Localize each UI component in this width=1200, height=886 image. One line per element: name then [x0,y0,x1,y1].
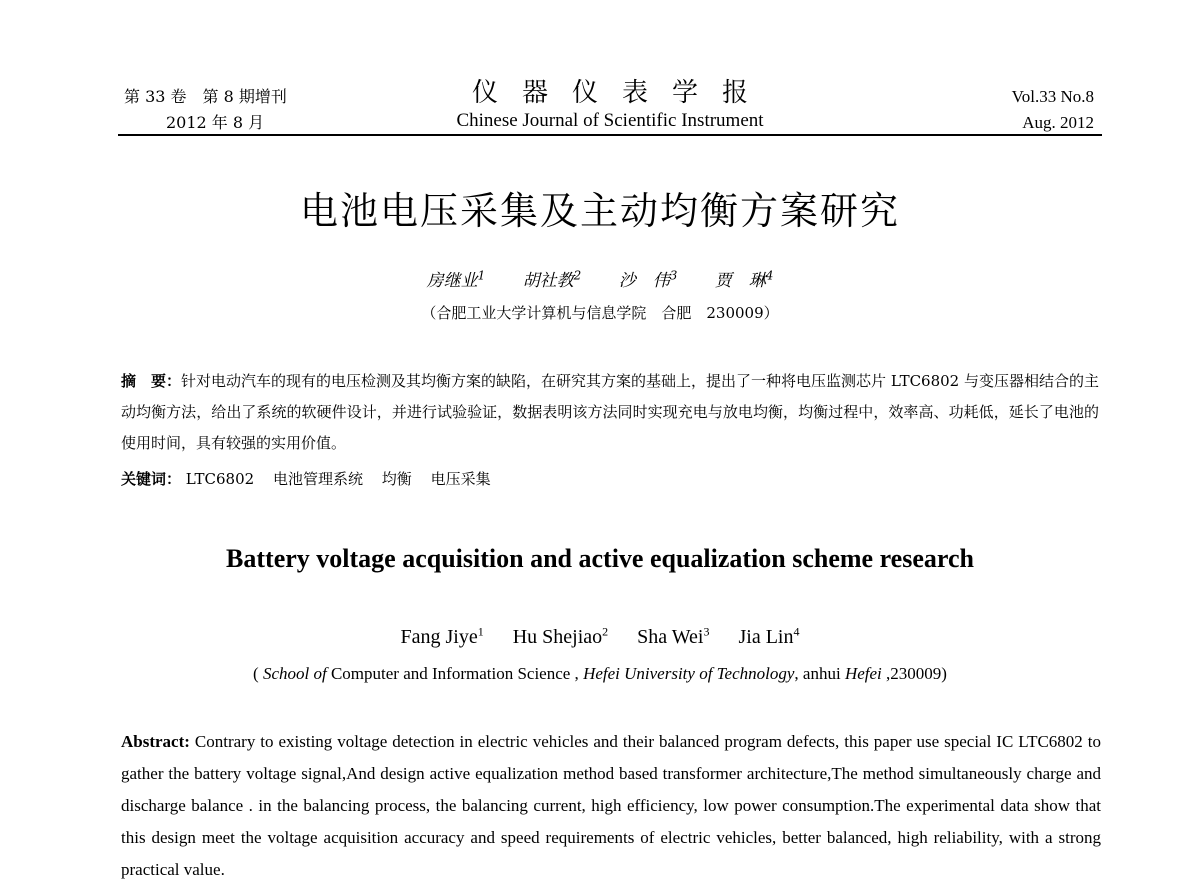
author-cn-2: 胡社教$^2$ [522,268,582,291]
abstract-cn-label: 摘 要： [121,372,182,390]
abstract-en-label: Abstract: [121,732,190,751]
journal-name-cn: 仪器仪表学报 [471,78,772,108]
keyword-cn: 均衡 [381,470,412,488]
keyword-cn: LTC6802 [185,470,255,488]
keywords-cn [121,466,505,492]
journal-name-en: Chinese Journal of Scientific Instrument [456,110,764,131]
volume-en: Vol.33 No.8 [1011,87,1094,106]
author-list-en [0,626,1200,649]
date-en: Aug. 2012 [1022,113,1094,132]
author-en-4: Jia Lin$^4$ [738,624,800,648]
paper-title-cn: 电池电压采集及主动均衡方案研究 [299,189,900,233]
author-en-1: Fang Jiye$^1$ [400,624,484,648]
keyword-cn: 电压采集 [430,470,491,488]
keyword-cn: 电池管理系统 [272,470,363,488]
paper-title-en: Battery voltage acquisition and active equalization scheme research [226,544,974,573]
journal-header [118,78,1102,136]
abstract-en [121,726,1101,886]
author-en-3: Sha Wei$^3$ [637,624,710,648]
keywords-cn-label: 关键词： [121,470,182,488]
volume-cn: 第 33 卷 第 8 期增刊 [124,87,287,106]
header-rule [118,134,1102,136]
author-en-2: Hu Shejiao$^2$ [512,624,609,648]
abstract-en-text: Contrary to existing voltage detection in electric vehicles and their balanced program defects, this paper use special IC LTC6802 to gather the battery voltage signal,And design active equalization method based transformer architecture,The method simultaneously charge and discharge balance . in the balancing process, the balancing current, high efficiency, low power consumption.The experimental data show that this design meet the voltage acquisition accuracy and speed requirements of electric vehicles, better balanced, high reliability, with a strong practical value. [121,732,1101,879]
author-cn-4: 贾 琳$^4$ [714,268,774,291]
author-cn-1: 房继业$^1$ [426,268,486,291]
journal-name [118,78,1102,134]
issue-info-en [1012,84,1094,136]
abstract-cn [121,366,1099,459]
author-list-cn [0,266,1200,291]
abstract-cn-text: 针对电动汽车的现有的电压检测及其均衡方案的缺陷，在研究其方案的基础上，提出了一种将电压监测芯片 LTC6802 与变压器相结合的主动均衡方法，给出了系统的软硬件设计，并进行试验验证，数据表明该方法同时实现充电与放电均衡，均衡过程中，效率高、功耗低，延长了电池的使用时间，具有较强的实用价值。 [121,372,1099,452]
date-cn: 2012 年 8 月 [166,113,265,132]
author-cn-3: 沙 伟$^3$ [618,268,678,291]
affiliation-cn: （合肥工业大学计算机与信息学院 合肥 230009） [421,304,779,322]
affiliation-en: ( School of Computer and Information Science , Hefei University of Technology, anhui Hefei ,230009) [253,664,947,683]
